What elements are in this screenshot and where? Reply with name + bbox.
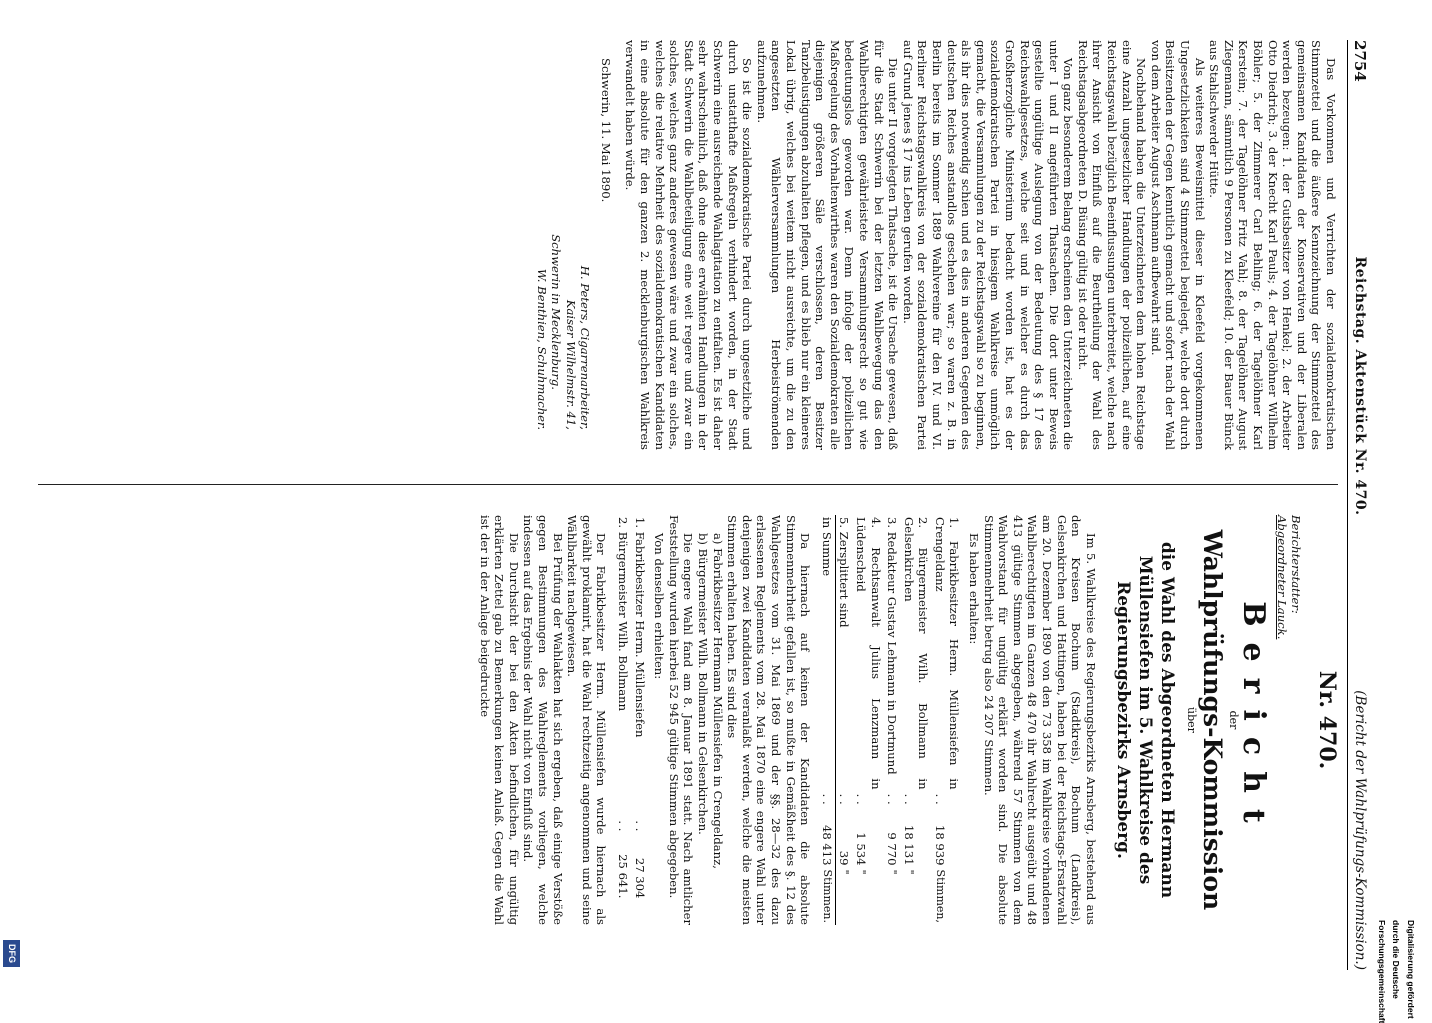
commission-title: Wahlprüfungs-Kommission [1198,529,1228,911]
dfg-logo: DFG [3,940,20,967]
signature-line: Kaiser Wilhelmstr. 41, [563,299,578,430]
signature-line: H. Peters, Cigarrenarbeiter, [578,265,593,430]
title-der: der [1226,710,1240,730]
vote-unit: " [902,869,916,875]
table-row: 4. Rechtsanwalt Julius Lenzmann in Lüdenscheid . . 1 534 " [852,515,883,925]
running-header [1347,40,1382,970]
candidate-name: 5. Zersplittert sind [837,517,852,628]
table-row: 5. Zersplittert sind . . 39 " [835,515,852,925]
paragraph: Der Fabrikbesitzer Herm. Müllensiefen wurde hiernach als gewählt proklamirt, hat die Wahl rechtzeitig angenommen und seine Wählbarkeit nachgewiesen. [565,515,609,925]
signature-line: W. Benthien, Schuhmacher. [534,268,549,430]
left-column [534,40,1338,450]
vote-count: 27 304 [632,857,647,899]
table-row: 1. Fabrikbesitzer Herm. Müllensiefen in Crengeldanz . . 18 939 Stimmen, [931,515,962,925]
title-ueber: über [1185,707,1199,733]
paragraph: Von ganz besonderem Belang erscheinen den Unterzeichneten die unter I und II angeführten Thatsachen. Die dort unter Beweis gestellte ungültige Auslegung von der Bedeutung des § 17 des Reichswahlgesetzes, welche seit und in welcher es durch das Großherzogliche Ministerium bedacht worden ist, hat es der sozialdemokratischen Partei in hiesigem Wahlkreise unmöglich gemacht, die Versammlungen zu der Reichstagswahl so zu beginnen, als ihr dies notwendig schien und es dies in anderen Gegenden des deutschen Reiches anstandlos geschehen war; so waren z. B. in Berlin bereits im Sommer 1889 Wahlvereine für den IV. und VI. Berliner Reichstagswahlkreis von der sozialdemokratischen Partei auf Grund jenes § 17 ins Leben gerufen worden. [900,40,1076,450]
paragraph: Das Vorkommen und Verrichten der sozialdemokratischen Stimmzettel und die äußere Kennzeichnung der Stimmzettel des gemeinsamen Kandidaten der Konservativen und der Liberalen werden bezeugen: 1. der Gutsbesitzer von Henkel; 2. der Arbeiter Otto Diedrich; 3. der Knecht Karl Pauls; 4. der Tagelöhner Wilhelm Böhler; 5. der Zimmerer Carl Behling; 6. der Tagelöhner Karl Kerstein; 7. der Tagelöhner Fritz Vahl; 8. der Tagelöhner August Ziegemann, sämmtlich 9 Personen zu Kleefeld; 10. der Bauer Bünck aus Stahlschwerder Hütte. [1207,40,1338,450]
table-row-sum: in Summe . . 48 413 Stimmen. [818,515,835,925]
table-row: 3. Redakteur Gustav Lehmann in Dortmund . . 9 770 " [884,515,901,925]
signature-line: Schwerin in Mecklenburg. [549,234,564,390]
running-right-title: (Bericht der Wahlprüfungs-Kommission.) [1351,690,1368,970]
page-number: 2754 [1350,40,1369,82]
table-row: 1. Fabrikbesitzer Herm. Müllensiefen . . 27 304 [632,517,647,899]
paragraph: Da hiernach auf keinen der Kandidaten die absolute Stimmenmehrheit gefallen ist, so mußte in Gemäßheit des §. 12 des Wahlgesetzes vom 31. Mai 1869 und der §§. 28—32 des dazu erlassenen Reglements vom 28. Mai 1870 eine engere Wahl unter denjenigen zwei Kandidaten veranlaßt werden, welche die meisten Stimmen erhalten haben. Es sind dies [725,515,813,925]
right-column [477,515,1338,925]
votes-label: Es haben erhalten: [967,533,982,645]
paragraph: So ist die sozialdemokratische Partei durch ungesetzliche und durch unstatthafte Maßregeln verhindert worden, in der Stadt Schwerin eine ausreichende Wahlagitation zu entfalten. Es ist daher sehr wahrscheinlich, daß ohne diese erwähnten Handlungen in der Stadt Schwerin die Wahlbeteiligung eine weit regere und zwar ein solches, welches ganz anderes gewesen wäre und zwar ein solches, welches die relative Mehrheit des sozialdemokratischen Kandidaten in eine absolute für den ganzen 2. mecklenburgischen Wahlkreis verwandelt haben würde. [623,40,755,450]
digitization-note: Digitalisierung gefördert durch die Deutsche Forschungsgemeinschaft [1376,920,1416,1023]
sum-unit: Stimmen. [818,868,835,925]
reporter-label: Berichterstatter: [1289,515,1304,614]
vote-unit: " [886,869,900,875]
report-title: Bericht [1236,601,1272,839]
sum-label: in Summe [818,515,835,792]
table-row: 2. Bürgermeister Wilh. Bollmann in Gelsenkirchen . . 18 131 " [900,515,931,925]
date-line: Schwerin, 11. Mai 1890. [598,58,613,203]
reporter-line [1274,515,1303,925]
candidate-name: 1. Fabrikbesitzer Herm. Müllensiefen [632,517,647,738]
sum-count: 48 413 [818,814,835,867]
candidate-name: 4. Rechtsanwalt Julius Lenzmann in Lüdenscheid [853,517,883,790]
table-row: 2. Bürgermeister Wilh. Bollmann . . 25 641. [616,517,631,899]
vote-count: 1 534 [853,832,868,866]
paragraph: Nochbehand haben die Unterzeichneten dem hohen Reichstage eine Anzahl ungesetzlicher Handlungen der polizeilichen, auf eine Reichstagswahl bezüglich Beeinflussungen unterbreitet, welche nach ihrer Ansicht von Einfluß auf die Beurtheilung der Wahl des Reichstagsabgeordneten D. Büsing gültig ist oder nicht. [1075,40,1149,450]
report-subject: die Wahl des Abgeordneten Hermann Müllensiefen im 5. Wahlkreise des Regierungsbezirks Arnsberg. [1112,541,1177,899]
vote-unit: Stimmen, [933,869,947,923]
paragraph: Die engere Wahl fand am 8. Januar 1891 statt. Nach amtlicher Feststellung wurden hierbei 52 945 gültige Stimmen abgegeben. [666,515,696,925]
candidate-name: 3. Redakteur Gustav Lehmann in Dortmund [885,517,900,775]
vote-count: 25 641. [616,854,631,899]
list-item: a) Fabrikbesitzer Hermann Müllensiefen in Crengeldanz, [710,533,725,869]
vote-count: 39 [837,850,852,866]
vote-table [818,515,962,925]
paragraph: Bei Prüfung der Wahlakten hat sich ergeben, daß einige Verstöße gegen Bestimmungen des Wahlreglements vorliegen, welche indessen auf das Ergebnis der Wahl nicht von Einfluß sind. [521,515,565,925]
paragraph: Im 5. Wahlkreise des Regierungsbezirks Arnsberg, bestehend aus den Kreisen Bochum (Stadtkreis), Bochum (Landkreis), Gelsenkirchen und Hattingen, haben bei der Reichstags-Ersatzwahl am 20. Dezember 1890 von den 73 358 im Wahlkreise vorhandenen Wahlberechtigten im Ganzen 48 470 ihr Wahlrecht ausgeübt und 48 413 gültige Stimmen abgegeben, während 57 Stimmen von dem Wahlvorstand für ungültig erklärt worden sind. Die absolute Stimmenmehrheit betrug also 24 207 Stimmen. [981,515,1098,925]
document-number: Nr. 470. [1314,670,1340,770]
vote-unit: " [838,869,852,875]
candidate-name: 2. Bürgermeister Wilh. Bollmann [616,517,631,712]
vote-count: 18 939 [932,824,947,866]
list-item: b) Bürgermeister Wilh. Bollmann in Gelsenkirchen. [696,533,710,835]
running-title: Reichstag. Aktenstück Nr. 470. [1351,256,1368,516]
paragraph: Die unter II vorgelegten Thatsache, ist die Ursache gewesen, daß für die Stadt Schwerin bei der letzten Wahlbewegung das den Wahlberechtigten gewährleistete Versammlungsrecht so gut wie bedeutungslos geworden war. Denn infolge der polizeilichen Maßregelung des Vorhaltenwirthes waren den Sozialdemokraten alle diejenigen größeren Säle verschlossen, deren Besitzer Tanzbelustigungen abzuhalten pflegen, und es blieb nur ein kleineres Lokal übrig, welches bei weitem nicht ausreichte, um die zu den angesetzten Wählerversammlungen Herbeiströmenden aufzunehmen. [754,40,901,450]
vote-count: 9 770 [885,832,900,866]
paragraph: Von denselben erhielten: [652,533,667,680]
column-divider [38,484,1338,485]
candidate-name: 1. Fabrikbesitzer Herm. Müllensiefen in Crengeldanz [932,517,962,790]
vote-count: 18 131 [901,824,916,866]
paragraph: Als weiteres Beweismittel dieser in Kleefeld vorgekommenen Ungesetzlichkeiten sind 4 Stimmzettel beigelegt, welche dort durch Beisitzenden der Gegen kenntlich gemacht und sofort nach der Wahl von dem Arbeiter August Aschmann aufbewahrt sind. [1148,40,1207,450]
runoff-table [614,515,647,925]
candidate-name: 2. Bürgermeister Wilh. Bollmann in Gelsenkirchen [901,517,931,790]
paragraph: Die Durchsicht der bei den Akten befindlichen, für ungültig erklärten Zettel gab zu Bemerkungen keinen Anlaß. Gegen die Wahl ist der in der Anlage beigedruckte [477,515,521,925]
reporter-name: Abgeordneter Lauck. [1274,515,1289,640]
vote-unit: " [854,869,868,875]
